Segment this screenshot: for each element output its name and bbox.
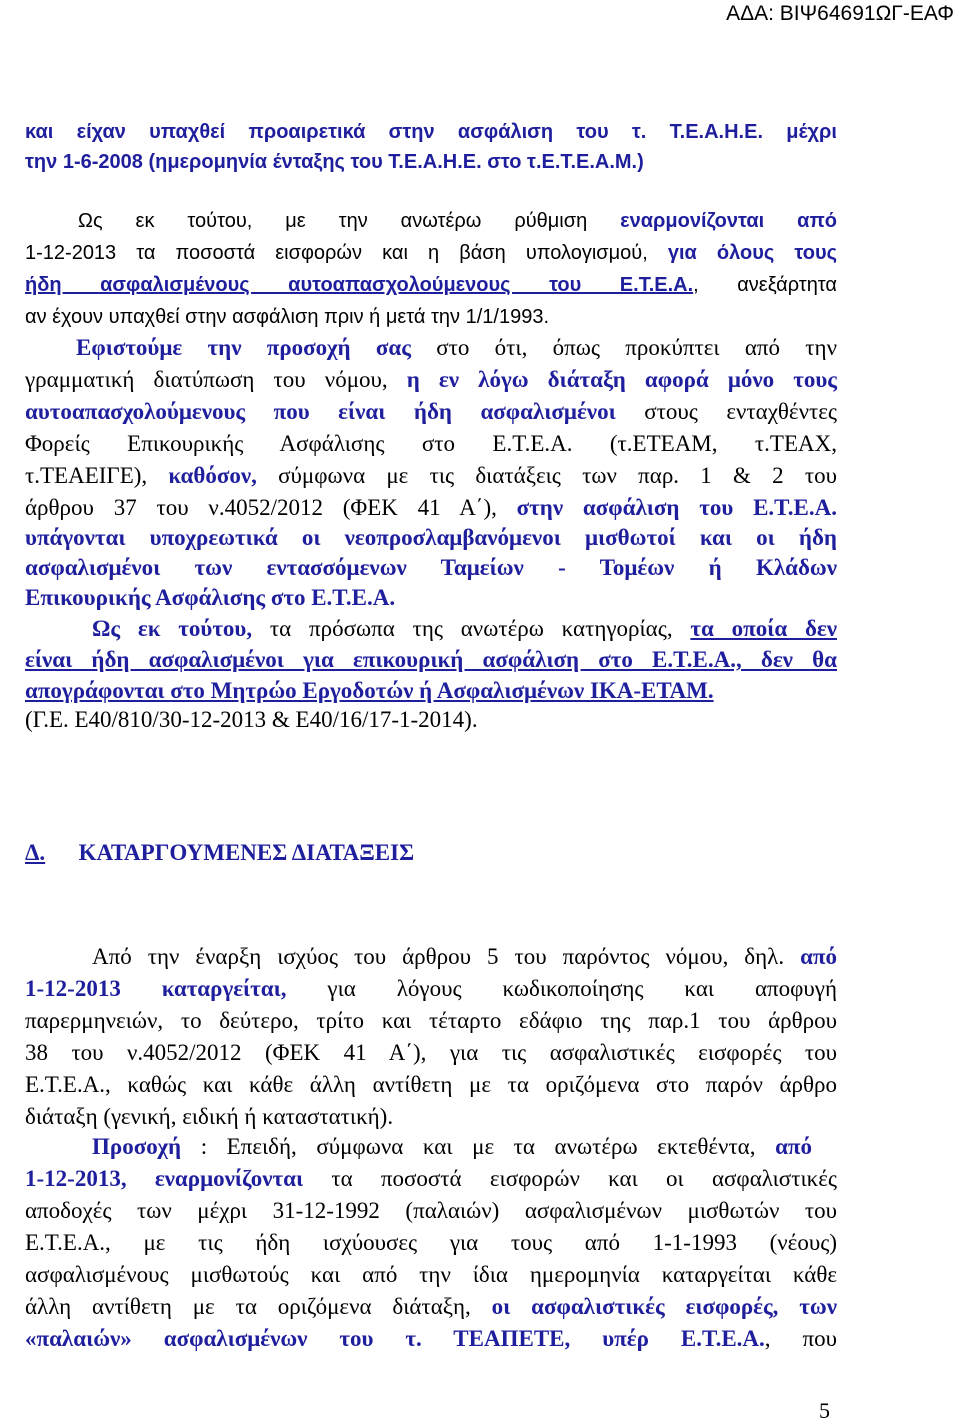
text-line: παρερμηνειών, το δεύτερο, τρίτο και τέταρτο εδάφιο της παρ.1 του άρθρου — [25, 1008, 837, 1033]
text-line: Επικουρικής Ασφάλισης στο Ε.Τ.Ε.Α. — [25, 585, 396, 610]
text-line: 1-12-2013 τα ποσοστά εισφορών και η βάση υπολογισμού, για όλους τους — [25, 242, 837, 264]
text-line: (Γ.Ε. Ε40/810/30-12-2013 & Ε40/16/17-1-2014). — [25, 707, 478, 732]
text-line: Από την έναρξη ισχύος του άρθρου 5 του παρόντος νόμου, δηλ. από — [92, 944, 837, 969]
text-line: ασφαλισμένοι των εντασσόμενων Ταμείων - Τομέων ή Κλάδων — [25, 555, 837, 580]
text-line: υπάγονται υποχρεωτικά οι νεοπροσλαμβανόμενοι μισθωτοί και οι ήδη — [25, 525, 837, 550]
text-line: 38 του ν.4052/2012 (ΦΕΚ 41 Α΄), για τις ασφαλιστικές εισφορές του — [25, 1040, 837, 1065]
text-line: αν έχουν υπαχθεί στην ασφάλιση πριν ή μετά την 1/1/1993. — [25, 306, 550, 328]
text-line: «παλαιών» ασφαλισμένων του τ. ΤΕΑΠΕΤΕ, υπέρ Ε.Τ.Ε.Α., που — [25, 1326, 838, 1351]
text-line: και είχαν υπαχθεί προαιρετικά στην ασφάλιση του τ. Τ.Ε.Α.Η.Ε. μέχρι — [25, 121, 837, 143]
page-number: 5 — [819, 1398, 830, 1423]
text-line: άρθρου 37 του ν.4052/2012 (ΦΕΚ 41 Α΄), στην ασφάλιση του Ε.Τ.Ε.Α. — [25, 495, 837, 520]
text-line: αποδοχές των μέχρι 31-12-1992 (παλαιών) ασφαλισμένων μισθωτών του — [25, 1198, 837, 1223]
text-line: 1-12-2013, εναρμονίζονται τα ποσοστά εισφορών και οι ασφαλιστικές — [25, 1166, 837, 1191]
text-line: Ως εκ τούτου, με την ανωτέρω ρύθμιση εναρμονίζονται από — [78, 210, 837, 232]
section-title: ΚΑΤΑΡΓΟΥΜΕΝΕΣ ΔΙΑΤΑΞΕΙΣ — [78, 840, 415, 865]
text-line: ασφαλισμένους μισθωτούς και από την ίδια ημερομηνία καταργείται κάθε — [25, 1262, 837, 1287]
text-line: αυτοαπασχολούμενους που είναι ήδη ασφαλισμένοι στους ενταχθέντες — [25, 399, 837, 424]
text-line: Ως εκ τούτου, τα πρόσωπα της ανωτέρω κατηγορίας, τα οποία δεν — [92, 616, 837, 641]
text-line: τ.ΤΕΑΕΙΓΕ), καθόσον, σύμφωνα με τις διατάξεις των παρ. 1 & 2 του — [25, 463, 837, 488]
section-letter: Δ. — [25, 840, 46, 865]
text-line: ήδη ασφαλισμένους αυτοαπασχολούμενους του Ε.Τ.Ε.Α., ανεξάρτητα — [25, 274, 837, 296]
text-line: γραμματική διατύπωση του νόμου, η εν λόγω διάταξη αφορά μόνο τους — [25, 367, 837, 392]
text-line: Προσοχή : Επειδή, σύμφωνα και με τα ανωτέρω εκτεθέντα, από — [92, 1134, 812, 1159]
section-heading — [25, 838, 414, 868]
text-line: την 1-6-2008 (ημερομηνία ένταξης του Τ.Ε.Α.Η.Ε. στο τ.Ε.Τ.Ε.Α.Μ.) — [25, 151, 644, 173]
text-line: Εφιστούμε την προσοχή σας στο ότι, όπως προκύπτει από την — [76, 335, 837, 360]
text-line: άλλη αντίθετη με τα οριζόμενα διάταξη, οι ασφαλιστικές εισφορές, των — [25, 1294, 837, 1319]
text-line: απογράφονται στο Μητρώο Εργοδοτών ή Ασφαλισμένων ΙΚΑ-ΕΤΑΜ. — [25, 678, 714, 703]
text-line: Ε.Τ.Ε.Α., με τις ήδη ισχύουσες για τους από 1-1-1993 (νέους) — [25, 1230, 837, 1255]
text-line: διάταξη (γενική, ειδική ή καταστατική). — [25, 1104, 394, 1129]
text-line: 1-12-2013 καταργείται, για λόγους κωδικοποίησης και αποφυγή — [25, 976, 837, 1001]
ada-code: ΑΔΑ: ΒΙΨ64691ΩΓ-ΕΑΦ — [726, 2, 954, 25]
text-line: Φορείς Επικουρικής Ασφάλισης στο Ε.Τ.Ε.Α. (τ.ΕΤΕΑΜ, τ.ΤΕΑΧ, — [25, 431, 837, 456]
text-line: Ε.Τ.Ε.Α., καθώς και κάθε άλλη αντίθετη με τα οριζόμενα στο παρόν άρθρο — [25, 1072, 837, 1097]
text-line: είναι ήδη ασφαλισμένοι για επικουρική ασφάλιση στο Ε.Τ.Ε.Α., δεν θα — [25, 647, 837, 672]
